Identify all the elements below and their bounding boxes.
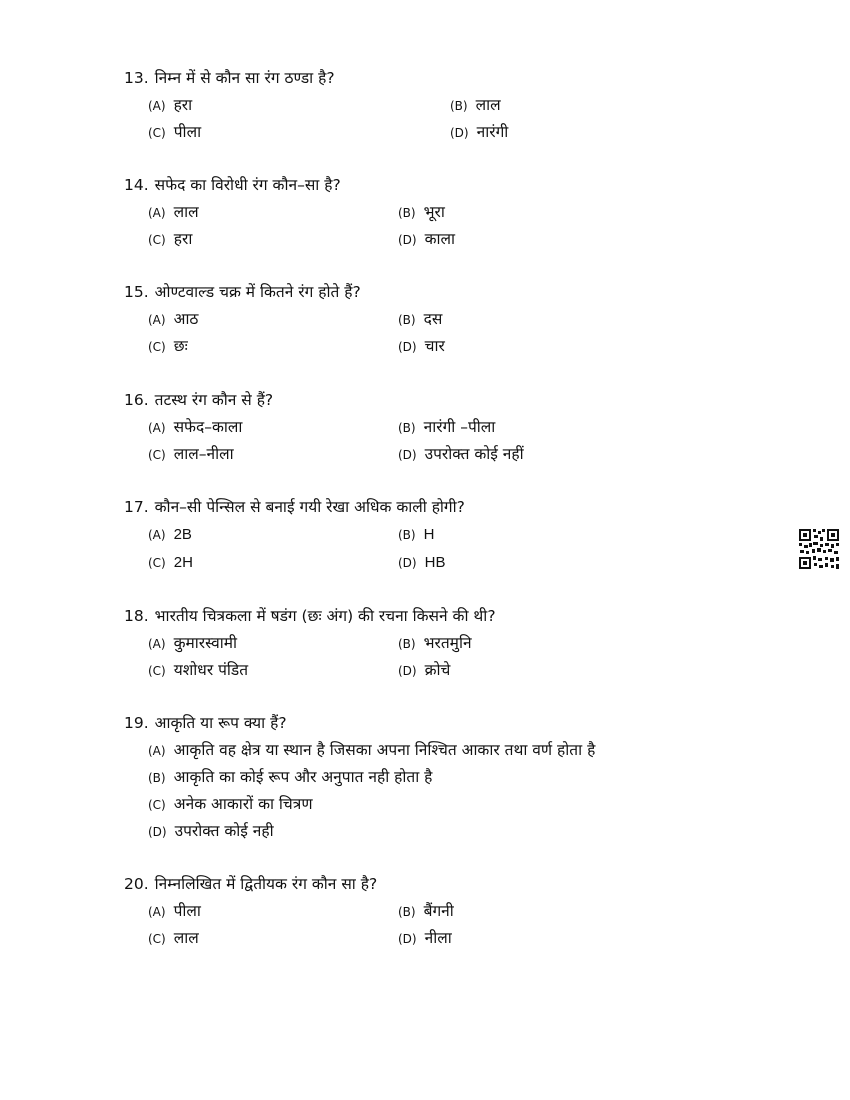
option-b xyxy=(398,417,495,438)
option-label: (C) xyxy=(148,932,166,946)
question-text: कौन–सी पेन्सिल से बनाई गयी रेखा अधिक काली होगी? xyxy=(154,498,465,516)
option-a xyxy=(148,417,242,438)
option-c xyxy=(148,928,199,949)
option-text: नारंगी –पीला xyxy=(423,418,496,436)
option-a xyxy=(148,95,192,116)
option-text: आकृति वह क्षेत्र या स्थान है जिसका अपना निश्चित आकार तथा वर्ण होता है xyxy=(173,741,596,759)
option-label: (C) xyxy=(148,664,166,678)
option-label: (B) xyxy=(398,421,416,435)
option-label: (A) xyxy=(148,99,166,113)
option-label: (A) xyxy=(148,528,166,542)
option-c xyxy=(148,444,234,465)
option-d xyxy=(398,660,450,681)
option-text: भूरा xyxy=(423,203,445,221)
option-text: नारंगी xyxy=(476,123,509,141)
option-text: सफेद–काला xyxy=(173,418,243,436)
option-label: (D) xyxy=(398,448,417,462)
option-label: (D) xyxy=(398,340,417,354)
question-18 xyxy=(124,606,764,679)
question-16 xyxy=(124,390,764,463)
option-label: (B) xyxy=(398,637,416,651)
option-b xyxy=(398,524,434,545)
option-b xyxy=(148,767,432,788)
option-text: यशोधर पंडित xyxy=(173,661,249,679)
option-c xyxy=(148,229,192,250)
option-label: (C) xyxy=(148,233,166,247)
option-text: भरतमुनि xyxy=(423,634,472,652)
option-d xyxy=(398,444,524,465)
option-label: (D) xyxy=(398,233,417,247)
option-label: (B) xyxy=(398,905,416,919)
option-text: चार xyxy=(424,337,445,355)
option-text: उपरोक्त कोई नहीं xyxy=(424,445,524,463)
option-label: (C) xyxy=(148,798,166,812)
option-label: (B) xyxy=(450,99,468,113)
option-label: (D) xyxy=(398,664,417,678)
option-text: बैंगनी xyxy=(423,902,454,920)
option-text: दस xyxy=(423,310,443,328)
qr-code-icon xyxy=(798,528,840,570)
option-a xyxy=(148,740,595,761)
question-number: 18. xyxy=(124,607,149,625)
question-number: 15. xyxy=(124,283,149,301)
option-text: आठ xyxy=(173,310,199,328)
option-text: उपरोक्त कोई नही xyxy=(174,822,274,840)
option-b xyxy=(398,633,472,654)
option-d xyxy=(148,821,274,842)
question-text: तटस्थ रंग कौन से हैं? xyxy=(154,391,274,409)
question-text: आकृति या रूप क्या हैं? xyxy=(154,714,287,732)
question-number: 17. xyxy=(124,498,149,516)
question-number: 13. xyxy=(124,69,149,87)
option-label: (B) xyxy=(398,528,416,542)
option-c xyxy=(148,660,248,681)
option-a xyxy=(148,633,237,654)
option-label: (A) xyxy=(148,744,166,758)
question-number: 19. xyxy=(124,714,149,732)
option-label: (D) xyxy=(398,932,417,946)
option-text: लाल–नीला xyxy=(173,445,234,463)
option-text: लाल xyxy=(173,929,199,947)
option-b xyxy=(398,309,442,330)
option-text: क्रोचे xyxy=(424,661,451,679)
option-text: पीला xyxy=(173,902,201,920)
option-d xyxy=(398,336,445,357)
question-number: 20. xyxy=(124,875,149,893)
question-text: भारतीय चित्रकला में षडंग (छः अंग) की रचना किसने की थी? xyxy=(154,607,496,625)
option-text: काला xyxy=(424,230,456,248)
option-a xyxy=(148,524,192,545)
option-label: (D) xyxy=(398,556,417,570)
option-label: (D) xyxy=(450,126,469,140)
option-b xyxy=(450,95,501,116)
option-text: पीला xyxy=(173,123,202,141)
question-13 xyxy=(124,68,764,141)
option-text: नीला xyxy=(424,929,452,947)
option-a xyxy=(148,202,199,223)
question-text: ओण्टवाल्ड चक्र में कितने रंग होते हैं? xyxy=(154,283,361,301)
option-label: (C) xyxy=(148,448,166,462)
option-d xyxy=(450,122,508,143)
option-b xyxy=(398,901,454,922)
question-text: सफेद का विरोधी रंग कौन–सा है? xyxy=(154,176,341,194)
question-20 xyxy=(124,874,764,947)
option-label: (B) xyxy=(398,313,416,327)
option-text: लाल xyxy=(173,203,199,221)
question-text: निम्नलिखित में द्वितीयक रंग कौन सा है? xyxy=(154,875,378,893)
option-d xyxy=(398,928,452,949)
option-label: (A) xyxy=(148,905,166,919)
option-a xyxy=(148,309,198,330)
option-label: (C) xyxy=(148,340,166,354)
option-text: अनेक आकारों का चित्रण xyxy=(173,795,313,813)
option-text: 2B xyxy=(173,526,192,543)
option-label: (B) xyxy=(148,771,166,785)
question-number: 16. xyxy=(124,391,149,409)
option-text: H xyxy=(423,526,435,543)
option-text: हरा xyxy=(173,96,193,114)
option-label: (A) xyxy=(148,206,166,220)
option-label: (C) xyxy=(148,126,166,140)
option-text: लाल xyxy=(475,96,501,114)
option-c xyxy=(148,122,201,143)
option-c xyxy=(148,794,313,815)
option-label: (A) xyxy=(148,637,166,651)
option-c xyxy=(148,552,193,573)
option-label: (C) xyxy=(148,556,166,570)
question-19 xyxy=(124,713,764,840)
question-15 xyxy=(124,282,764,355)
option-d xyxy=(398,229,455,250)
option-text: हरा xyxy=(173,230,193,248)
option-text: HB xyxy=(424,554,446,571)
question-14 xyxy=(124,175,764,248)
option-label: (A) xyxy=(148,421,166,435)
option-b xyxy=(398,202,445,223)
option-label: (D) xyxy=(148,825,167,839)
option-text: आकृति का कोई रूप और अनुपात नही होता है xyxy=(173,768,433,786)
option-c xyxy=(148,336,188,357)
option-text: 2H xyxy=(173,554,193,571)
option-label: (B) xyxy=(398,206,416,220)
option-label: (A) xyxy=(148,313,166,327)
question-text: निम्न में से कौन सा रंग ठण्डा है? xyxy=(154,69,335,87)
question-number: 14. xyxy=(124,176,149,194)
option-text: छः xyxy=(173,337,188,355)
option-text: कुमारस्वामी xyxy=(173,634,238,652)
option-d xyxy=(398,552,445,573)
option-a xyxy=(148,901,201,922)
question-17 xyxy=(124,497,764,571)
